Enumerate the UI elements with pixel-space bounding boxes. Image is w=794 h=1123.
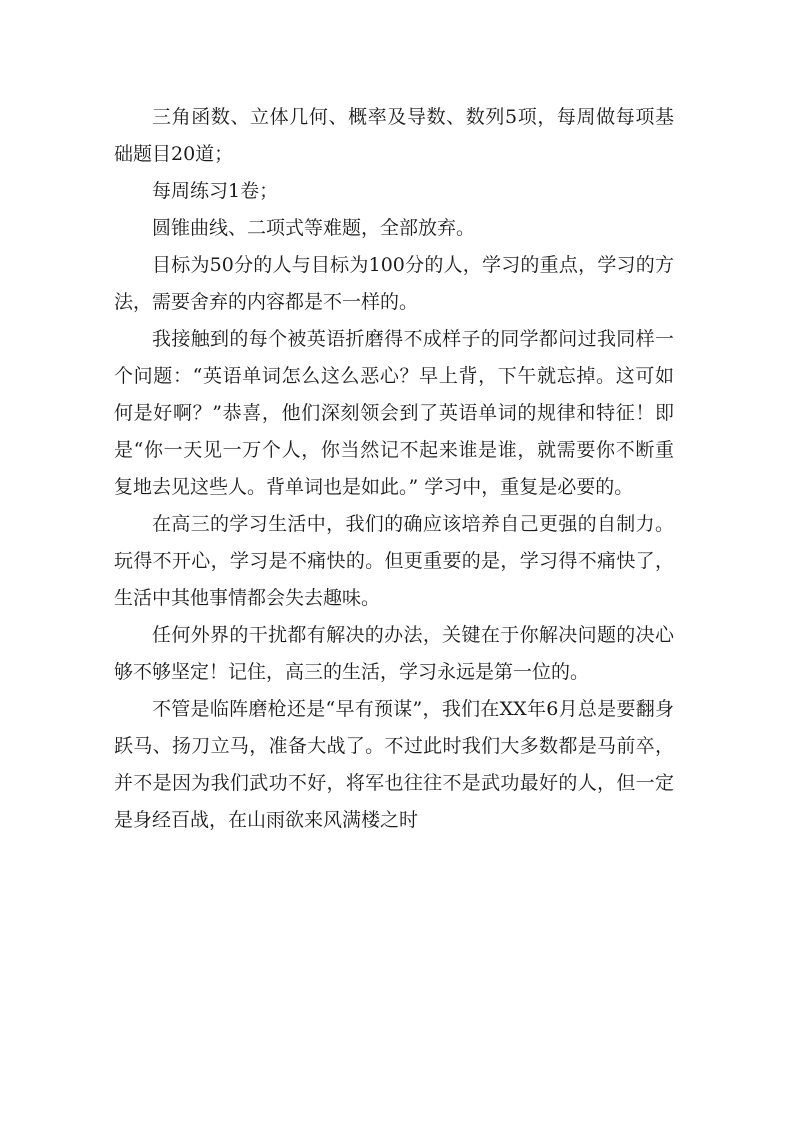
document-body: [114, 99, 674, 839]
paragraph-7: 任何外界的干扰都有解决的办法，关键在于你解决问题的决心够不够坚定！记住，高三的生活，学习永远是第一位的。: [114, 624, 674, 683]
paragraph-3: 圆锥曲线、二项式等难题，全部放弃。: [152, 217, 476, 239]
paragraph-5: 我接触到的每个被英语折磨得不成样子的同学都问过我同样一个问题：“英语单词怎么这么恶心？早上背，下午就忘掉。这可如何是好啊？”恭喜，他们深刻领会到了英语单词的规律和特征！即是“你一天见一万个人，你当然记不起来谁是谁，就需要你不断重复地去见这些人。背单词也是如此。” 学习中，重复是必要的。: [114, 328, 674, 498]
paragraph-6: 在高三的学习生活中，我们的确应该培养自己更强的自制力。玩得不开心，学习是不痛快的。但更重要的是，学习得不痛快了，生活中其他事情都会失去趣味。: [114, 513, 674, 609]
paragraph-1: 三角函数、立体几何、概率及导数、数列5项，每周做每项基础题目20道；: [114, 106, 674, 165]
paragraph-8: 不管是临阵磨枪还是“早有预谋”，我们在XX年6月总是要翻身跃马、扬刀立马，准备大战了。不过此时我们大多数都是马前卒，并不是因为我们武功不好，将军也往往不是武功最好的人，但一定是身经百战，在山雨欲来风满楼之时: [114, 698, 674, 831]
paragraph-2: 每周练习1卷；: [152, 180, 279, 202]
paragraph-4: 目标为50分的人与目标为100分的人，学习的重点，学习的方法，需要舍弃的内容都是不一样的。: [114, 254, 674, 313]
